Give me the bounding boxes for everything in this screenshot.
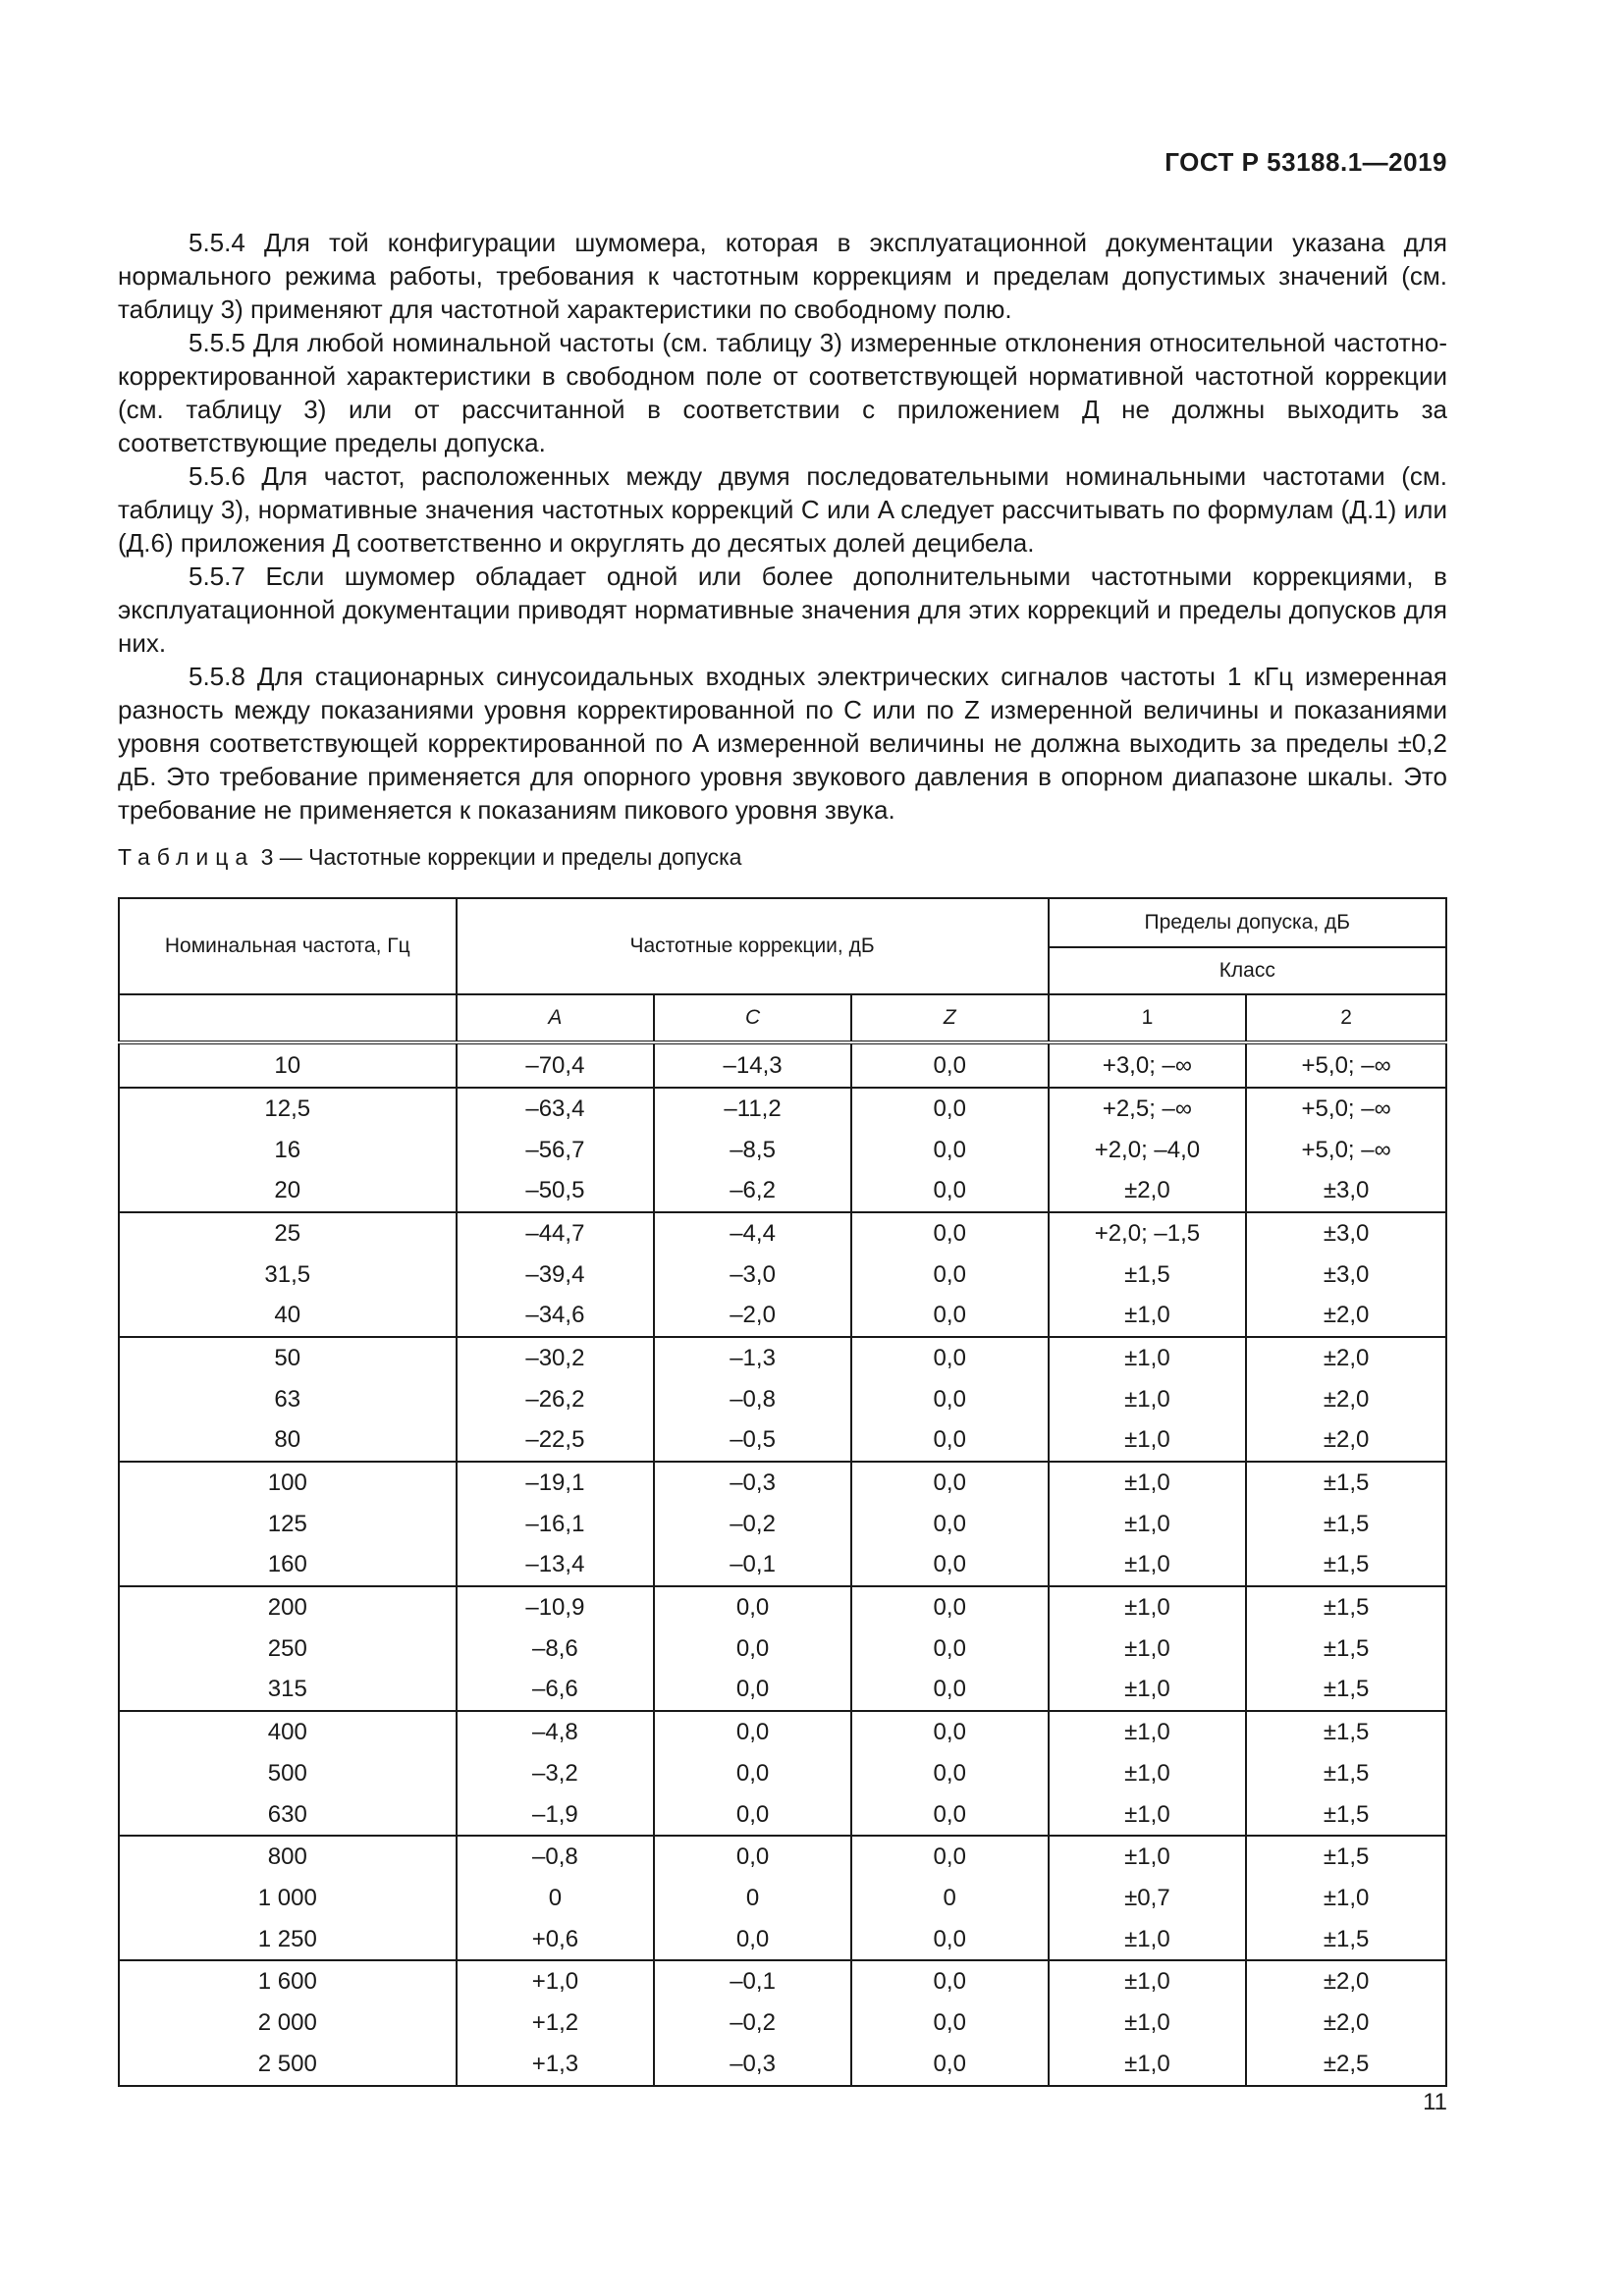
table-row	[119, 1379, 1446, 1420]
cell-correction-c: –0,8	[654, 1379, 851, 1420]
cell-correction-z: 0,0	[851, 1462, 1049, 1504]
cell-tolerance-class-2: ±3,0	[1246, 1170, 1446, 1212]
cell-correction-a: +0,6	[457, 1919, 655, 1961]
cell-correction-z: 0,0	[851, 2002, 1049, 2044]
body-text	[118, 226, 1447, 827]
cell-correction-c: 0,0	[654, 1919, 851, 1961]
cell-correction-z: 0,0	[851, 1794, 1049, 1837]
cell-tolerance-class-1: ±1,0	[1049, 1504, 1247, 1545]
table-row	[119, 1504, 1446, 1545]
cell-frequency: 31,5	[119, 1255, 457, 1296]
cell-tolerance-class-2: ±2,0	[1246, 1295, 1446, 1337]
cell-tolerance-class-2: ±1,5	[1246, 1462, 1446, 1504]
cell-correction-a: –26,2	[457, 1379, 655, 1420]
table-row-group	[119, 1212, 1446, 1337]
caption-dash: —	[279, 844, 302, 870]
cell-frequency: 315	[119, 1670, 457, 1712]
cell-correction-a: –56,7	[457, 1130, 655, 1171]
cell-tolerance-class-2: +5,0; –∞	[1246, 1042, 1446, 1088]
cell-tolerance-class-1: ±1,0	[1049, 1670, 1247, 1712]
cell-tolerance-class-1: ±1,0	[1049, 2002, 1247, 2044]
cell-correction-z: 0,0	[851, 1255, 1049, 1296]
paragraph-5-5-5: 5.5.5 Для любой номинальной частоты (см. таблицу 3) измеренные отклонения относительной частотно-корректированной характеристики в свободном поле от соответствующей нормативной частотной коррекции (см. таблицу 3) или от рассчитанной в соответствии с приложением Д не должны выходить за соответствующие пределы допуска.	[118, 328, 1447, 457]
table-row	[119, 1255, 1446, 1296]
cell-tolerance-class-2: ±1,5	[1246, 1545, 1446, 1587]
cell-correction-c: –1,3	[654, 1337, 851, 1379]
cell-correction-z: 0,0	[851, 1753, 1049, 1794]
cell-correction-a: –10,9	[457, 1586, 655, 1629]
cell-tolerance-class-1: ±1,0	[1049, 1379, 1247, 1420]
cell-correction-z: 0,0	[851, 2044, 1049, 2086]
cell-tolerance-class-1: ±1,0	[1049, 1462, 1247, 1504]
cell-tolerance-class-2: ±1,5	[1246, 1794, 1446, 1837]
cell-correction-z: 0,0	[851, 1960, 1049, 2002]
cell-correction-a: –16,1	[457, 1504, 655, 1545]
table-row	[119, 1130, 1446, 1171]
table-row	[119, 1794, 1446, 1837]
cell-tolerance-class-2: ±1,5	[1246, 1586, 1446, 1629]
cell-tolerance-class-2: ±1,5	[1246, 1753, 1446, 1794]
cell-frequency: 80	[119, 1420, 457, 1463]
table-row	[119, 1462, 1446, 1504]
cell-frequency: 2 500	[119, 2044, 457, 2086]
cell-tolerance-class-1: ±1,0	[1049, 1586, 1247, 1629]
cell-correction-a: –8,6	[457, 1629, 655, 1670]
header-class: Класс	[1049, 947, 1446, 994]
cell-correction-c: –14,3	[654, 1042, 851, 1088]
cell-frequency: 400	[119, 1711, 457, 1753]
cell-frequency: 20	[119, 1170, 457, 1212]
cell-correction-a: –70,4	[457, 1042, 655, 1088]
cell-tolerance-class-2: ±1,5	[1246, 1836, 1446, 1878]
cell-correction-c: –0,2	[654, 2002, 851, 2044]
cell-frequency: 630	[119, 1794, 457, 1837]
cell-correction-c: 0,0	[654, 1670, 851, 1712]
cell-frequency: 500	[119, 1753, 457, 1794]
paragraph-5-5-8: 5.5.8 Для стационарных синусоидальных входных электрических сигналов частоты 1 кГц измеренная разность между показаниями уровня корректированной по C или по Z измеренной величины и показаниями уровня соответствующей корректированной по A измеренной величины не должна выходить за пределы ±0,2 дБ. Это требование применяется для опорного уровня звукового давления в опорном диапазоне шкалы. Это требование не применяется к показаниям пикового уровня звука.	[118, 662, 1447, 825]
table-row	[119, 1919, 1446, 1961]
cell-tolerance-class-1: ±1,0	[1049, 1337, 1247, 1379]
cell-correction-a: –1,9	[457, 1794, 655, 1837]
table-row	[119, 1836, 1446, 1878]
cell-correction-z: 0,0	[851, 1629, 1049, 1670]
cell-correction-c: –8,5	[654, 1130, 851, 1171]
cell-correction-a: –0,8	[457, 1836, 655, 1878]
cell-tolerance-class-2: ±2,5	[1246, 2044, 1446, 2086]
cell-correction-c: –2,0	[654, 1295, 851, 1337]
cell-correction-a: –6,6	[457, 1670, 655, 1712]
cell-correction-a: –39,4	[457, 1255, 655, 1296]
header-frequency-corrections: Частотные коррекции, дБ	[457, 898, 1049, 994]
cell-correction-a: –34,6	[457, 1295, 655, 1337]
table-row-group	[119, 1462, 1446, 1586]
cell-frequency: 125	[119, 1504, 457, 1545]
cell-tolerance-class-1: ±1,0	[1049, 1753, 1247, 1794]
cell-correction-c: –0,2	[654, 1504, 851, 1545]
cell-tolerance-class-2: ±2,0	[1246, 1379, 1446, 1420]
cell-correction-z: 0,0	[851, 1504, 1049, 1545]
caption-number: 3	[260, 844, 274, 870]
cell-correction-z: 0,0	[851, 1711, 1049, 1753]
cell-correction-c: 0,0	[654, 1586, 851, 1629]
cell-frequency: 40	[119, 1295, 457, 1337]
cell-tolerance-class-2: ±2,0	[1246, 1420, 1446, 1463]
cell-correction-z: 0,0	[851, 1420, 1049, 1463]
cell-tolerance-class-1: ±1,0	[1049, 1420, 1247, 1463]
cell-correction-c: –4,4	[654, 1212, 851, 1255]
cell-correction-a: +1,3	[457, 2044, 655, 2086]
frequency-corrections-table	[118, 897, 1447, 2087]
cell-frequency: 100	[119, 1462, 457, 1504]
table-row	[119, 1042, 1446, 1088]
header-blank	[119, 994, 457, 1042]
cell-correction-c: –3,0	[654, 1255, 851, 1296]
table-row-group	[119, 1711, 1446, 1836]
table-caption	[118, 844, 741, 871]
table-row	[119, 1212, 1446, 1255]
cell-frequency: 1 250	[119, 1919, 457, 1961]
cell-correction-c: –0,5	[654, 1420, 851, 1463]
table-row	[119, 1170, 1446, 1212]
table-row	[119, 1629, 1446, 1670]
cell-frequency: 63	[119, 1379, 457, 1420]
header-nominal-frequency: Номинальная частота, Гц	[119, 898, 457, 994]
cell-correction-z: 0	[851, 1878, 1049, 1919]
cell-tolerance-class-1: ±1,0	[1049, 1794, 1247, 1837]
cell-correction-c: 0,0	[654, 1711, 851, 1753]
cell-correction-c: –0,1	[654, 1960, 851, 2002]
table-row-group	[119, 1836, 1446, 1960]
cell-frequency: 250	[119, 1629, 457, 1670]
cell-tolerance-class-2: ±1,5	[1246, 1629, 1446, 1670]
table-row-group	[119, 1042, 1446, 1088]
document-header: ГОСТ Р 53188.1—2019	[1164, 147, 1447, 177]
cell-correction-a: –13,4	[457, 1545, 655, 1587]
cell-tolerance-class-2: ±1,0	[1246, 1878, 1446, 1919]
table-row	[119, 1711, 1446, 1753]
cell-tolerance-class-1: ±0,7	[1049, 1878, 1247, 1919]
table-row	[119, 1295, 1446, 1337]
table-row	[119, 1586, 1446, 1629]
paragraph-5-5-4: 5.5.4 Для той конфигурации шумомера, которая в эксплуатационной документации указана для нормального режима работы, требования к частотным коррекциям и пределам допустимых значений (см. таблицу 3) применяют для частотной характеристики по свободному полю.	[118, 228, 1447, 324]
cell-frequency: 16	[119, 1130, 457, 1171]
table-row-group	[119, 1586, 1446, 1711]
cell-tolerance-class-2: ±3,0	[1246, 1255, 1446, 1296]
header-col-a: A	[457, 994, 655, 1042]
cell-tolerance-class-2: +5,0; –∞	[1246, 1130, 1446, 1171]
cell-tolerance-class-1: ±1,0	[1049, 1919, 1247, 1961]
cell-correction-a: –50,5	[457, 1170, 655, 1212]
cell-frequency: 50	[119, 1337, 457, 1379]
cell-frequency: 160	[119, 1545, 457, 1587]
cell-tolerance-class-2: ±1,5	[1246, 1711, 1446, 1753]
cell-tolerance-class-1: +2,5; –∞	[1049, 1088, 1247, 1130]
cell-frequency: 800	[119, 1836, 457, 1878]
cell-correction-c: –11,2	[654, 1088, 851, 1130]
cell-correction-c: 0,0	[654, 1836, 851, 1878]
cell-correction-c: 0	[654, 1878, 851, 1919]
cell-frequency: 25	[119, 1212, 457, 1255]
cell-correction-c: 0,0	[654, 1629, 851, 1670]
cell-correction-z: 0,0	[851, 1379, 1049, 1420]
cell-tolerance-class-2: ±2,0	[1246, 2002, 1446, 2044]
table-row	[119, 1960, 1446, 2002]
table-row	[119, 1337, 1446, 1379]
header-class-1: 1	[1049, 994, 1247, 1042]
header-col-z: Z	[851, 994, 1049, 1042]
cell-correction-a: –44,7	[457, 1212, 655, 1255]
cell-correction-c: 0,0	[654, 1794, 851, 1837]
cell-tolerance-class-2: +5,0; –∞	[1246, 1088, 1446, 1130]
cell-tolerance-class-2: ±2,0	[1246, 1337, 1446, 1379]
cell-correction-a: –3,2	[457, 1753, 655, 1794]
page-number: 11	[1423, 2089, 1447, 2115]
table-row	[119, 1088, 1446, 1130]
cell-correction-z: 0,0	[851, 1545, 1049, 1587]
header-tolerance-limits: Пределы допуска, дБ	[1049, 898, 1446, 947]
cell-tolerance-class-2: ±1,5	[1246, 1919, 1446, 1961]
cell-correction-z: 0,0	[851, 1586, 1049, 1629]
cell-tolerance-class-1: ±1,0	[1049, 1836, 1247, 1878]
cell-correction-z: 0,0	[851, 1042, 1049, 1088]
cell-correction-z: 0,0	[851, 1170, 1049, 1212]
cell-tolerance-class-2: ±2,0	[1246, 1960, 1446, 2002]
cell-tolerance-class-2: ±1,5	[1246, 1504, 1446, 1545]
cell-correction-c: –0,1	[654, 1545, 851, 1587]
cell-tolerance-class-1: ±1,5	[1049, 1255, 1247, 1296]
cell-correction-z: 0,0	[851, 1212, 1049, 1255]
table-row	[119, 1753, 1446, 1794]
cell-correction-a: –63,4	[457, 1088, 655, 1130]
table-row	[119, 1878, 1446, 1919]
cell-frequency: 1 000	[119, 1878, 457, 1919]
cell-correction-z: 0,0	[851, 1295, 1049, 1337]
caption-label: Таблица	[118, 844, 255, 870]
table-row	[119, 1670, 1446, 1712]
table-row-group	[119, 1960, 1446, 2085]
header-col-c: C	[654, 994, 851, 1042]
cell-tolerance-class-1: ±1,0	[1049, 1960, 1247, 2002]
table-row-group	[119, 1088, 1446, 1212]
cell-tolerance-class-1: +3,0; –∞	[1049, 1042, 1247, 1088]
cell-frequency: 1 600	[119, 1960, 457, 2002]
cell-correction-z: 0,0	[851, 1088, 1049, 1130]
cell-tolerance-class-1: +2,0; –4,0	[1049, 1130, 1247, 1171]
paragraph-5-5-6: 5.5.6 Для частот, расположенных между двумя последовательными номинальными частотами (см. таблицу 3), нормативные значения частотных коррекций C или A следует рассчитывать по формулам (Д.1) или (Д.6) приложения Д соответственно и округлять до десятых долей децибела.	[118, 461, 1447, 558]
cell-frequency: 10	[119, 1042, 457, 1088]
cell-correction-a: +1,2	[457, 2002, 655, 2044]
cell-tolerance-class-1: ±1,0	[1049, 2044, 1247, 2086]
paragraph-5-5-7: 5.5.7 Если шумомер обладает одной или более дополнительными частотными коррекциями, в эксплуатационной документации приводят нормативные значения для этих коррекций и пределы допусков для них.	[118, 561, 1447, 658]
cell-correction-a: –22,5	[457, 1420, 655, 1463]
cell-correction-c: –0,3	[654, 2044, 851, 2086]
cell-tolerance-class-1: ±1,0	[1049, 1295, 1247, 1337]
table-row	[119, 1420, 1446, 1463]
cell-tolerance-class-1: ±1,0	[1049, 1711, 1247, 1753]
cell-tolerance-class-2: ±1,5	[1246, 1670, 1446, 1712]
table-row	[119, 2044, 1446, 2086]
cell-tolerance-class-1: ±2,0	[1049, 1170, 1247, 1212]
cell-correction-a: 0	[457, 1878, 655, 1919]
cell-correction-z: 0,0	[851, 1130, 1049, 1171]
cell-correction-c: –6,2	[654, 1170, 851, 1212]
table-row	[119, 2002, 1446, 2044]
cell-correction-z: 0,0	[851, 1670, 1049, 1712]
cell-correction-c: –0,3	[654, 1462, 851, 1504]
caption-text: Частотные коррекции и пределы допуска	[308, 844, 742, 870]
cell-correction-a: –4,8	[457, 1711, 655, 1753]
cell-tolerance-class-1: ±1,0	[1049, 1545, 1247, 1587]
table-row	[119, 1545, 1446, 1587]
header-class-2: 2	[1246, 994, 1446, 1042]
cell-correction-z: 0,0	[851, 1836, 1049, 1878]
cell-correction-c: 0,0	[654, 1753, 851, 1794]
cell-correction-a: –19,1	[457, 1462, 655, 1504]
cell-tolerance-class-1: +2,0; –1,5	[1049, 1212, 1247, 1255]
cell-frequency: 2 000	[119, 2002, 457, 2044]
cell-tolerance-class-2: ±3,0	[1246, 1212, 1446, 1255]
cell-tolerance-class-1: ±1,0	[1049, 1629, 1247, 1670]
cell-correction-a: +1,0	[457, 1960, 655, 2002]
cell-frequency: 12,5	[119, 1088, 457, 1130]
cell-frequency: 200	[119, 1586, 457, 1629]
cell-correction-z: 0,0	[851, 1337, 1049, 1379]
cell-correction-z: 0,0	[851, 1919, 1049, 1961]
cell-correction-a: –30,2	[457, 1337, 655, 1379]
table-row-group	[119, 1337, 1446, 1462]
